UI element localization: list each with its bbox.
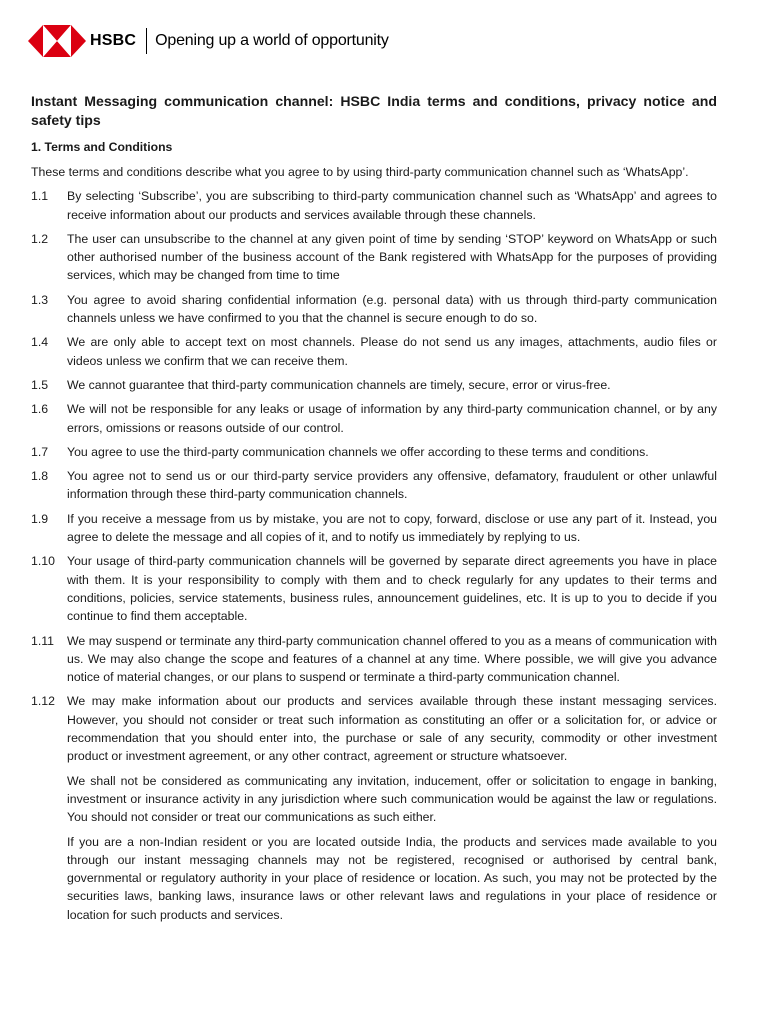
clause-1-5 <box>31 376 717 394</box>
clause-number: 1.9 <box>31 511 49 526</box>
header-divider <box>146 28 147 54</box>
clause-text: We cannot guarantee that third-party communication channels are timely, secure, error or virus-free. <box>67 377 611 392</box>
clause-number: 1.4 <box>31 335 49 350</box>
continuation-paragraph: We shall not be considered as communicating any invitation, inducement, offer or solicitation to engage in banking, investment or insurance activity in any jurisdiction where such communication would be against the law or regulations. You should not consider or treat our communications as such either. <box>67 773 717 825</box>
clause-number: 1.10 <box>31 554 55 569</box>
clause-number: 1.5 <box>31 377 49 392</box>
clause-1-10 <box>31 552 717 625</box>
clause-text: You agree not to send us or our third-party service providers any offensive, defamatory, fraudulent or other unlawful information through these third-party communication channels. <box>67 469 717 502</box>
clause-text: If you receive a message from us by mistake, you are not to copy, forward, disclose or use any part of it. Instead, you agree to delete the message and all copies of it, and to notify us immediately by replying to us. <box>67 511 717 545</box>
clause-text: We will not be responsible for any leaks or usage of information by any third-party communication channel, or by any errors, omissions or reasons outside of our control. <box>67 402 717 435</box>
clause-text: The user can unsubscribe to the channel at any given point of time by sending ‘STOP’ keyword on WhatsApp or such other authorised number of the business account of the Bank registered with WhatsApp for the purposes of providing services, which may be changed from time to time <box>67 231 717 283</box>
clause-1-4 <box>31 333 717 370</box>
clause-1-2 <box>31 230 717 285</box>
clause-number: 1.6 <box>31 402 49 417</box>
continuation-paragraph: If you are a non-Indian resident or you are located outside India, the products and services made available to you through our instant messaging channels may not be registered, recognised or authorised by central bank, governmental or regulatory authority in your place of residence or location. As such, you may not be protected by the securities laws, banking laws, insurance laws or other relevant laws and regulations in your place of residence or location for such products and services. <box>67 834 717 922</box>
clause-1-6 <box>31 400 717 437</box>
section-heading: 1. Terms and Conditions <box>31 140 173 154</box>
clause-1-12 <box>31 692 717 765</box>
clause-1-11 <box>31 632 717 687</box>
document-body <box>31 92 717 924</box>
clause-number: 1.7 <box>31 444 49 459</box>
clause-text: We are only able to accept text on most channels. Please do not send us any images, attachments, audio files or videos unless we confirm that we can receive them. <box>67 335 717 368</box>
clause-1-8 <box>31 467 717 504</box>
intro-paragraph: These terms and conditions describe what you agree to by using third-party communication channel such as ‘WhatsApp’. <box>31 165 689 179</box>
clause-1-1 <box>31 187 717 224</box>
clause-text: Your usage of third-party communication channels will be governed by separate direct agreements you have in place with them. It is your responsibility to comply with them and to check regularly for any updates to their terms and conditions, policies, service statements, business rules, announcement guidelines, etc. It is up to you to decide if you continue to find them acceptable. <box>67 554 717 624</box>
brand-name: HSBC <box>90 32 137 49</box>
clause-number: 1.3 <box>31 292 49 307</box>
clause-number: 1.12 <box>31 694 55 709</box>
clause-number: 1.11 <box>31 633 55 648</box>
brand-tagline: Opening up a world of opportunity <box>155 32 389 49</box>
clause-number: 1.2 <box>31 231 49 246</box>
clause-1-7 <box>31 443 717 461</box>
clause-1-9 <box>31 510 717 547</box>
clause-1-3 <box>31 291 717 328</box>
clause-number: 1.1 <box>31 189 49 204</box>
document-title: Instant Messaging communication channel: HSBC India terms and conditions, privacy notice and safety tips <box>31 93 717 128</box>
clause-text: We may suspend or terminate any third-party communication channel offered to you as a means of communication with us. We may also change the scope and features of a channel at any time. Where possible, we will give you advance notice of material changes, or our plans to suspend or terminate a third-party communication channel. <box>67 633 717 685</box>
page-header <box>28 24 389 58</box>
clause-number: 1.8 <box>31 469 49 484</box>
clause-text: You agree to use the third-party communication channels we offer according to these terms and conditions. <box>67 444 649 459</box>
clause-text: You agree to avoid sharing confidential information (e.g. personal data) with us through third-party communication channels unless we have confirmed to you that the channel is secure enough to do so. <box>67 292 717 326</box>
hsbc-hexagon-logo-icon <box>28 25 86 57</box>
clause-text: By selecting ‘Subscribe’, you are subscribing to third-party communication channel such as ‘WhatsApp’ and agrees to receive information about our products and services available through these channels. <box>67 189 717 222</box>
clause-text: We may make information about our products and services available through these instant messaging services. However, you should not consider or treat such information as constituting an offer or a solicitation for, or advice or recommendation that you should enter into, the purchase or sale of any security, commodity or other investment product or investment agreement, or any other contract, agreement or structure whatsoever. <box>67 694 717 764</box>
